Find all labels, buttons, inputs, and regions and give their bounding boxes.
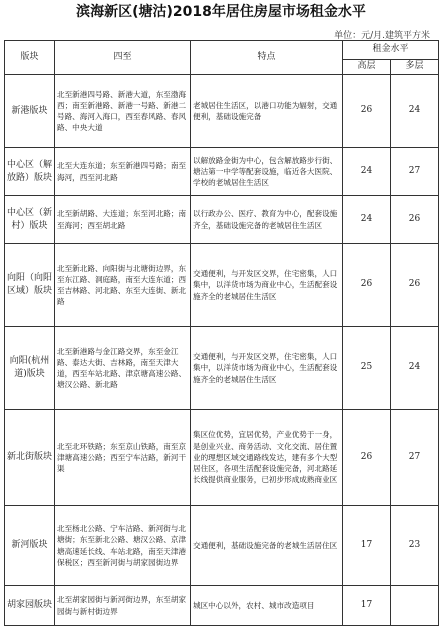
cell-multi: 24 <box>391 75 439 148</box>
header-high: 高层 <box>343 60 391 75</box>
table-row <box>5 244 439 327</box>
cell-block: 中心区（新村）版块 <box>5 196 55 244</box>
cell-high: 26 <box>343 244 391 327</box>
table-row <box>5 196 439 244</box>
cell-boundary: 北至北环铁路；东至京山铁路，南至京津塘高速公路；西至宁车沽路，新河干渠 <box>55 410 191 506</box>
header-multi: 多层 <box>391 60 439 75</box>
unit-label: 单位：元/月.建筑平方米 <box>334 31 430 41</box>
cell-high: 17 <box>343 506 391 586</box>
cell-features: 交通便利，与开发区交界，住宅密集，人口集中，以洋货市场为商业中心，生活配套设施齐全的老城居住生活区 <box>191 244 343 327</box>
cell-block: 中心区（解放路）版块 <box>5 148 55 196</box>
cell-multi: 23 <box>391 506 439 586</box>
cell-boundary: 北至新港四号路、新港大道，东至渤海西；南至新港路、新港一号路、新港二号路、海河入海口，西至春风路、春风路、中央大道 <box>55 75 191 148</box>
cell-features: 交通便利，与开发区交界，住宅密集，人口集中，以洋货市场为商业中心，生活配套设施齐全的老城居住生活区 <box>191 327 343 410</box>
cell-multi: 26 <box>391 196 439 244</box>
cell-boundary: 北至胡家园街与新河街边界，东至胡家园街与新村街边界 <box>55 586 191 626</box>
cell-high: 26 <box>343 75 391 148</box>
header-features: 特点 <box>191 41 343 75</box>
table-row <box>5 586 439 626</box>
cell-block: 新港版块 <box>5 75 55 148</box>
cell-multi: 24 <box>391 327 439 410</box>
page-title: 滨海新区(塘沽)2018年居住房屋市场租金水平 <box>76 4 366 20</box>
cell-features: 交通便利，基础设施完备的老城生活居住区 <box>191 506 343 586</box>
cell-features: 以解放路金街为中心，包含解放路步行街、塘沽第一中学等配套设施，临近各大医院、学校的老城居住生活区 <box>191 148 343 196</box>
cell-block: 向阳(杭州道)版块 <box>5 327 55 410</box>
cell-block: 胡家园版块 <box>5 586 55 626</box>
cell-multi: 27 <box>391 410 439 506</box>
table-row <box>5 75 439 148</box>
cell-boundary: 北至新北路、向阳街与北塘街边界，东至东江路、洞庭路，南至大连东道；西至吉林路、河北路、东至大连街、新北路 <box>55 244 191 327</box>
cell-boundary: 北至新港路与金江路交界，东至金江路、泰达大街、吉林路，南至天津大道，西至车站北路、津京塘高速公路、塘汉公路、新北路 <box>55 327 191 410</box>
cell-high: 26 <box>343 410 391 506</box>
cell-boundary: 北至杨北公路、宁车沽路、新河街与北塘街；东至新北公路、塘汉公路、京津塘高速延长线、车站北路，南至天津港保税区；西至新河街与胡家园街边界 <box>55 506 191 586</box>
cell-features: 城区中心以外，农村、城市改造项目 <box>191 586 343 626</box>
table-row <box>5 410 439 506</box>
rent-table <box>4 40 439 626</box>
header-boundary: 四至 <box>55 41 191 75</box>
cell-features: 老城居住生活区，以港口功能为辐射，交通便利，基础设施完备 <box>191 75 343 148</box>
cell-block: 新北街版块 <box>5 410 55 506</box>
header-block: 版块 <box>5 41 55 75</box>
table-row <box>5 327 439 410</box>
cell-high: 25 <box>343 327 391 410</box>
cell-multi: 26 <box>391 244 439 327</box>
cell-high: 24 <box>343 196 391 244</box>
cell-high: 24 <box>343 148 391 196</box>
cell-features: 集区位优势，宜居优势，产业优势于一身，是创业兴业、商务活动、文化交流、居住置业的理想区域交通路线发达，建有多个大型居住区，各项生活配套设施完备，河北路延长线提供商业服务，已初步形成成熟商业区 <box>191 410 343 506</box>
cell-high: 17 <box>343 586 391 626</box>
cell-block: 新河版块 <box>5 506 55 586</box>
header-rent-level: 租金水平 <box>343 41 439 60</box>
table-row <box>5 506 439 586</box>
cell-features: 以行政办公、医疗、教育为中心，配套设施齐全，基础设施完备的老城居住生活区 <box>191 196 343 244</box>
table-row <box>5 148 439 196</box>
cell-boundary: 北至大连东道；东至新港四号路；南至海河，西至河北路 <box>55 148 191 196</box>
cell-boundary: 北至新胡路、大连道；东至河北路；南至海河；西至胡北路 <box>55 196 191 244</box>
cell-multi: 27 <box>391 148 439 196</box>
cell-block: 向阳（向阳区域）版块 <box>5 244 55 327</box>
cell-multi <box>391 586 439 626</box>
